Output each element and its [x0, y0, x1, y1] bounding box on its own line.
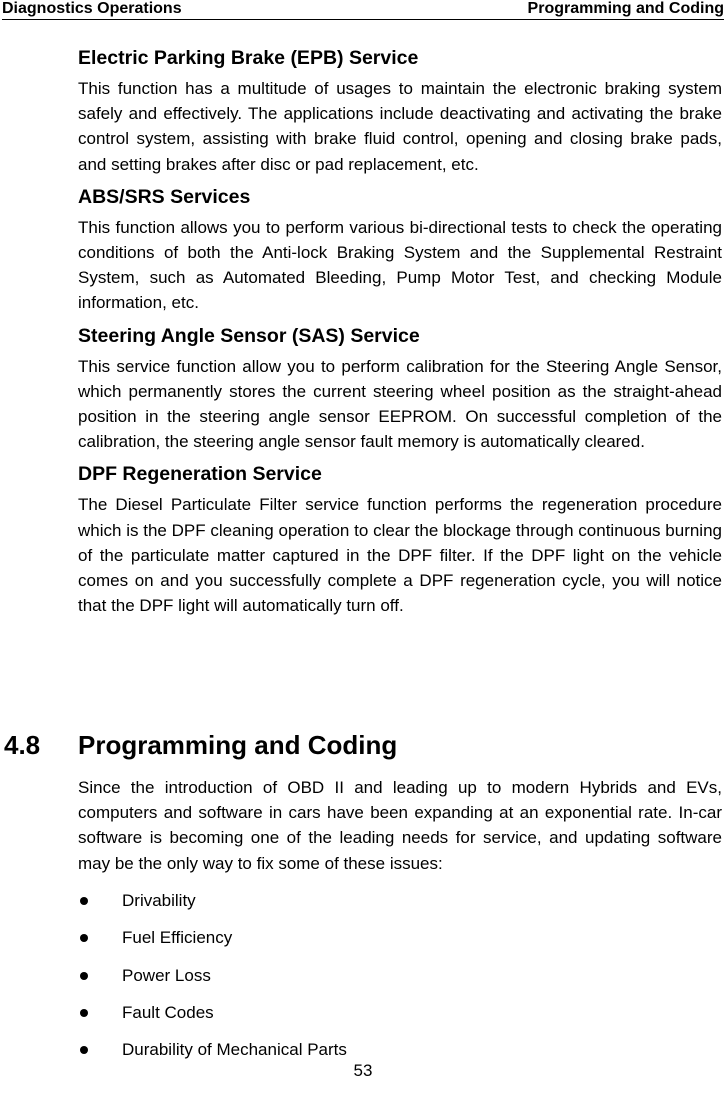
list-item-label: Fault Codes: [122, 1002, 214, 1022]
bullet-dot-icon: [80, 1009, 88, 1017]
section-body: This function allows you to perform various bi-directional tests to check the operating conditions of both the Anti-lock Braking System and the Supplemental Restraint System, such as Automated Bleeding, Pump Motor Test, and checking Module information, etc.: [78, 217, 722, 313]
header-section-title: Diagnostics Operations: [2, 0, 182, 17]
section-abs-srs: [78, 183, 722, 316]
bullet-dot-icon: [80, 972, 88, 980]
service-sections: [78, 44, 722, 618]
list-item-label: Drivability: [122, 891, 196, 910]
chapter-intro: [78, 775, 722, 876]
section-heading: ABS/SRS Services: [78, 185, 251, 208]
section-heading: Electric Parking Brake (EPB) Service: [78, 47, 419, 69]
section-dpf: [78, 460, 722, 618]
list-item-label: Power Loss: [122, 965, 211, 985]
intro-paragraph: Since the introduction of OBD II and leading up to modern Hybrids and EVs, computers and software in cars have been expanding at an exponential rate. In-car software is becoming one of the leading needs for service, and updating software may be the only way to fix some of these issues:: [78, 778, 722, 873]
bullet-dot-icon: [80, 934, 88, 942]
chapter-number: 4.8: [4, 730, 41, 760]
section-sas: [78, 322, 722, 455]
list-item-label: Fuel Efficiency: [122, 928, 233, 948]
section-body: This function has a multitude of usages to maintain the electronic braking system safely and effectively. The applications include deactivating and activating the brake control system, assisting with brake fluid control, opening and closing brake pads, and setting brakes after disc or pad replacement, etc.: [78, 79, 722, 174]
section-epb: [78, 44, 722, 177]
section-heading: DPF Regeneration Service: [78, 463, 322, 486]
page-number: 53: [353, 1061, 373, 1080]
section-body: This service function allow you to perform calibration for the Steering Angle Sensor, which permanently stores the current steering wheel position as the straight-ahead position in the steering angle sensor EEPROM. On successful completion of the calibration, the steering angle sensor fault memory is automatically cleared.: [78, 356, 722, 452]
chapter-title: Programming and Coding: [78, 730, 398, 760]
header-chapter-title: Programming and Coding: [527, 0, 724, 17]
list-item-label: Durability of Mechanical Parts: [122, 1040, 347, 1060]
bullet-dot-icon: [80, 897, 88, 905]
section-heading: Steering Angle Sensor (SAS) Service: [78, 324, 420, 347]
page-header: [2, 0, 724, 20]
section-body: The Diesel Particulate Filter service function performs the regeneration procedure which is the DPF cleaning operation to clear the blockage through continuous burning of the particulate matter captured in the DPF filter. If the DPF light on the vehicle comes on and you successfully complete a DPF regeneration cycle, you will notice that the DPF light will automatically turn off.: [78, 495, 722, 616]
bullet-dot-icon: [80, 1046, 88, 1054]
